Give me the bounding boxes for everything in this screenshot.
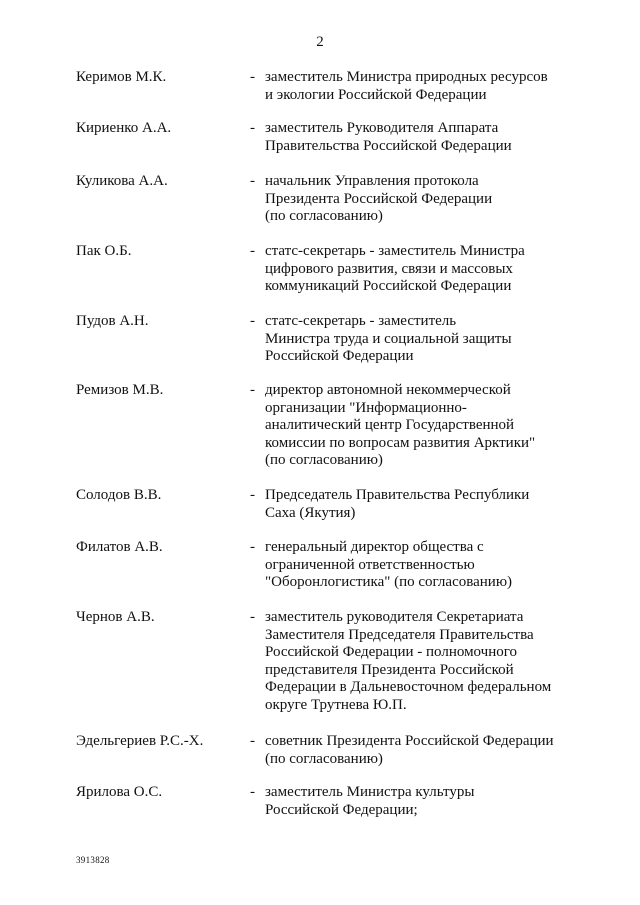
member-position: директор автономной некоммерческой организации "Информационно- аналитический центр Государственной комиссии по вопросам развития Арктики" (по согласованию) <box>265 382 536 468</box>
list-item <box>0 382 640 468</box>
member-name: Пудов А.Н. <box>76 313 149 329</box>
dash-separator: - <box>250 733 255 749</box>
member-name: Чернов А.В. <box>76 609 155 625</box>
member-name: Солодов В.В. <box>76 487 162 503</box>
member-name: Керимов М.К. <box>76 69 167 85</box>
member-name: Куликова А.А. <box>76 173 168 189</box>
list-item <box>0 733 640 767</box>
list-item <box>0 487 640 521</box>
member-position: советник Президента Российской Федерации (по согласованию) <box>265 733 554 767</box>
dash-separator: - <box>250 609 255 625</box>
list-item <box>0 313 640 364</box>
member-list <box>0 69 640 818</box>
member-position: статс-секретарь - заместитель Министра цифрового развития, связи и массовых коммуникаций Российской Федерации <box>265 243 525 294</box>
page-number: 2 <box>316 34 324 50</box>
member-name: Пак О.Б. <box>76 243 132 259</box>
dash-separator: - <box>250 120 255 136</box>
member-position: заместитель Руководителя Аппарата Правительства Российской Федерации <box>265 120 512 154</box>
list-item <box>0 609 640 713</box>
list-item <box>0 120 640 154</box>
member-position: заместитель руководителя Секретариата Заместителя Председателя Правительства Российской Федерации - полномочного представителя Президента Российской Федерации в Дальневосточном федеральном округе Трутнева Ю.П. <box>265 609 552 713</box>
member-name: Филатов А.В. <box>76 539 163 555</box>
list-item <box>0 173 640 224</box>
member-name: Ярилова О.С. <box>76 784 163 800</box>
document-code: 3913828 <box>76 855 110 865</box>
list-item <box>0 69 640 103</box>
dash-separator: - <box>250 313 255 329</box>
dash-separator: - <box>250 487 255 503</box>
member-position: начальник Управления протокола Президента Российской Федерации (по согласованию) <box>265 173 493 224</box>
member-name: Кириенко А.А. <box>76 120 172 136</box>
dash-separator: - <box>250 243 255 259</box>
dash-separator: - <box>250 382 255 398</box>
member-position: генеральный директор общества с ограниченной ответственностью "Оборонлогистика" (по согласованию) <box>265 539 513 590</box>
dash-separator: - <box>250 69 255 85</box>
member-position: Председатель Правительства Республики Саха (Якутия) <box>265 487 530 521</box>
dash-separator: - <box>250 784 255 800</box>
member-name: Эдельгериев Р.С.-Х. <box>76 733 204 749</box>
list-item <box>0 539 640 590</box>
dash-separator: - <box>250 173 255 189</box>
member-position: заместитель Министра культуры Российской Федерации; <box>265 784 475 818</box>
member-position: заместитель Министра природных ресурсов и экологии Российской Федерации <box>265 69 548 103</box>
list-item <box>0 243 640 294</box>
dash-separator: - <box>250 539 255 555</box>
list-item <box>0 784 640 818</box>
member-name: Ремизов М.В. <box>76 382 164 398</box>
member-position: статс-секретарь - заместитель Министра труда и социальной защиты Российской Федерации <box>265 313 512 364</box>
